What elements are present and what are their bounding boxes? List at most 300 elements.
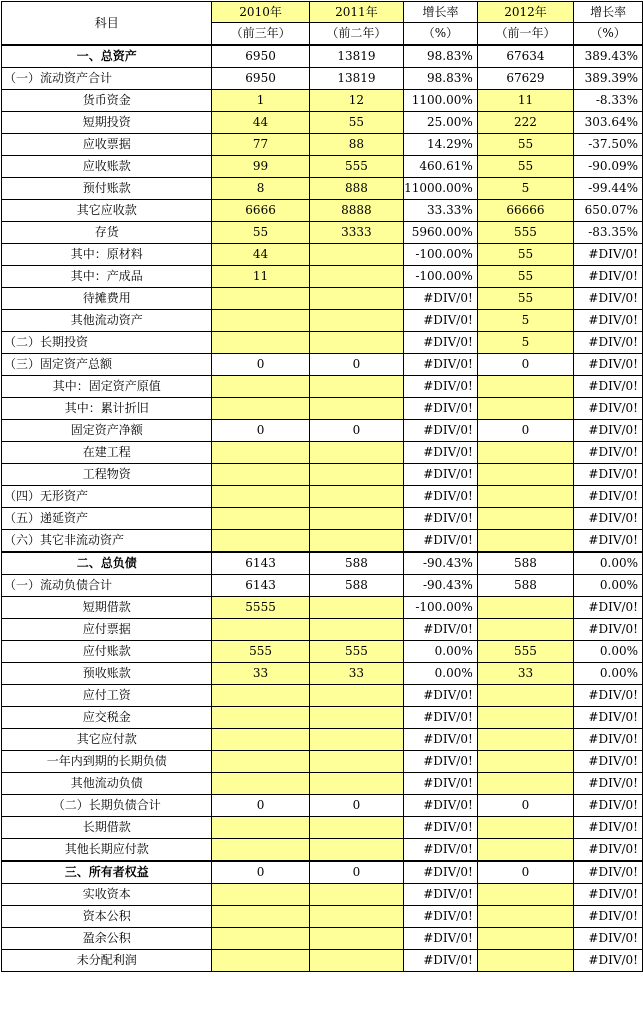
table-row (2, 354, 643, 376)
row-label: 其中：累计折旧 (2, 398, 212, 420)
value-2010 (212, 530, 309, 553)
growth-rate-1: 25.00% (404, 112, 478, 134)
value-2011 (309, 332, 403, 354)
growth-rate-2: #DIV/0! (574, 950, 643, 972)
value-2010 (212, 288, 309, 310)
growth-rate-1: -100.00% (404, 266, 478, 288)
row-label: 短期投资 (2, 112, 212, 134)
value-2012 (477, 906, 573, 928)
growth-rate-1: #DIV/0! (404, 464, 478, 486)
growth-rate-1: #DIV/0! (404, 332, 478, 354)
row-label: 一、总资产 (2, 45, 212, 68)
value-2012 (477, 950, 573, 972)
value-2011 (309, 244, 403, 266)
table-row (2, 45, 643, 68)
growth-rate-2: #DIV/0! (574, 729, 643, 751)
value-2010 (212, 839, 309, 862)
growth-rate-1: #DIV/0! (404, 884, 478, 906)
growth-rate-2: -37.50% (574, 134, 643, 156)
growth-rate-1: #DIV/0! (404, 839, 478, 862)
growth-rate-1: #DIV/0! (404, 707, 478, 729)
value-2012 (477, 508, 573, 530)
value-2012: 66666 (477, 200, 573, 222)
table-row (2, 552, 643, 575)
value-2010: 11 (212, 266, 309, 288)
value-2012: 67634 (477, 45, 573, 68)
growth-rate-1: #DIV/0! (404, 398, 478, 420)
table-row (2, 906, 643, 928)
value-2010 (212, 685, 309, 707)
value-2012: 5 (477, 178, 573, 200)
value-2010: 6950 (212, 68, 309, 90)
row-label: 存货 (2, 222, 212, 244)
value-2012 (477, 707, 573, 729)
growth-rate-2: 0.00% (574, 663, 643, 685)
table-row (2, 288, 643, 310)
value-2012: 588 (477, 552, 573, 575)
table-row (2, 200, 643, 222)
table-row (2, 178, 643, 200)
table-row (2, 68, 643, 90)
row-label: （三）固定资产总额 (2, 354, 212, 376)
table-row (2, 464, 643, 486)
growth-rate-1: #DIV/0! (404, 751, 478, 773)
row-label: 应付工资 (2, 685, 212, 707)
value-2011 (309, 707, 403, 729)
table-row (2, 112, 643, 134)
value-2012: 222 (477, 112, 573, 134)
value-2012 (477, 928, 573, 950)
value-2010 (212, 707, 309, 729)
value-2012 (477, 530, 573, 553)
row-label: 固定资产净额 (2, 420, 212, 442)
row-label: （二）长期负债合计 (2, 795, 212, 817)
table-row (2, 751, 643, 773)
value-2010 (212, 508, 309, 530)
growth-rate-2: -83.35% (574, 222, 643, 244)
value-2011 (309, 597, 403, 619)
value-2012: 0 (477, 861, 573, 884)
growth-rate-2: #DIV/0! (574, 508, 643, 530)
value-2012 (477, 464, 573, 486)
row-label: 短期借款 (2, 597, 212, 619)
table-row (2, 795, 643, 817)
value-2010 (212, 619, 309, 641)
value-2011 (309, 928, 403, 950)
value-2012 (477, 486, 573, 508)
value-2010 (212, 928, 309, 950)
row-label: 在建工程 (2, 442, 212, 464)
growth-rate-2: #DIV/0! (574, 817, 643, 839)
growth-rate-1: -100.00% (404, 597, 478, 619)
value-2010: 6666 (212, 200, 309, 222)
value-2011 (309, 729, 403, 751)
value-2011 (309, 619, 403, 641)
growth-rate-2: #DIV/0! (574, 376, 643, 398)
table-row (2, 817, 643, 839)
growth-rate-2: 0.00% (574, 552, 643, 575)
row-label: 应收账款 (2, 156, 212, 178)
growth-rate-2: #DIV/0! (574, 244, 643, 266)
value-2010: 77 (212, 134, 309, 156)
growth-rate-1: 0.00% (404, 641, 478, 663)
value-2011: 588 (309, 552, 403, 575)
row-label: 其它应收款 (2, 200, 212, 222)
growth-rate-1: #DIV/0! (404, 486, 478, 508)
growth-rate-1: #DIV/0! (404, 376, 478, 398)
row-label: 预付账款 (2, 178, 212, 200)
value-2010: 0 (212, 861, 309, 884)
value-2011 (309, 884, 403, 906)
growth-rate-1: -90.43% (404, 552, 478, 575)
growth-rate-1: #DIV/0! (404, 354, 478, 376)
growth-rate-2: #DIV/0! (574, 861, 643, 884)
value-2012: 33 (477, 663, 573, 685)
row-label: 其他流动负债 (2, 773, 212, 795)
value-2011 (309, 508, 403, 530)
value-2011 (309, 685, 403, 707)
value-2010 (212, 442, 309, 464)
value-2010 (212, 773, 309, 795)
row-label: 其中：固定资产原值 (2, 376, 212, 398)
growth-rate-2: #DIV/0! (574, 884, 643, 906)
value-2011: 12 (309, 90, 403, 112)
growth-rate-1: #DIV/0! (404, 288, 478, 310)
row-label: 应付票据 (2, 619, 212, 641)
value-2010: 0 (212, 354, 309, 376)
value-2011: 555 (309, 641, 403, 663)
growth-rate-1: #DIV/0! (404, 928, 478, 950)
value-2010 (212, 906, 309, 928)
value-2011: 0 (309, 420, 403, 442)
growth-rate-2: #DIV/0! (574, 530, 643, 553)
growth-rate-1: #DIV/0! (404, 530, 478, 553)
value-2011: 13819 (309, 68, 403, 90)
growth-rate-1: 460.61% (404, 156, 478, 178)
table-row (2, 508, 643, 530)
growth-rate-1: #DIV/0! (404, 795, 478, 817)
growth-rate-1: -100.00% (404, 244, 478, 266)
row-label: 应付账款 (2, 641, 212, 663)
growth-rate-1: 33.33% (404, 200, 478, 222)
value-2012: 5 (477, 332, 573, 354)
table-row (2, 950, 643, 972)
value-2010: 5555 (212, 597, 309, 619)
growth-rate-1: #DIV/0! (404, 950, 478, 972)
header-growth-2: 增长率 (574, 2, 643, 23)
growth-rate-2: 303.64% (574, 112, 643, 134)
growth-rate-2: #DIV/0! (574, 906, 643, 928)
table-row (2, 134, 643, 156)
row-label: （六）其它非流动资产 (2, 530, 212, 553)
table-row (2, 641, 643, 663)
row-label: 货币资金 (2, 90, 212, 112)
row-label: 其他长期应付款 (2, 839, 212, 862)
growth-rate-2: #DIV/0! (574, 420, 643, 442)
header-2012: 2012年 (477, 2, 573, 23)
value-2011 (309, 773, 403, 795)
row-label: 工程物资 (2, 464, 212, 486)
table-row (2, 663, 643, 685)
table-row (2, 376, 643, 398)
growth-rate-1: #DIV/0! (404, 773, 478, 795)
row-label: 资本公积 (2, 906, 212, 928)
growth-rate-1: 98.83% (404, 68, 478, 90)
value-2012: 588 (477, 575, 573, 597)
growth-rate-2: -99.44% (574, 178, 643, 200)
growth-rate-2: #DIV/0! (574, 288, 643, 310)
value-2012 (477, 773, 573, 795)
row-label: 长期借款 (2, 817, 212, 839)
row-label: 其它应付款 (2, 729, 212, 751)
growth-rate-2: #DIV/0! (574, 773, 643, 795)
value-2011 (309, 310, 403, 332)
value-2012 (477, 376, 573, 398)
table-row (2, 839, 643, 862)
header-subject: 科目 (2, 2, 212, 46)
value-2012: 55 (477, 288, 573, 310)
value-2010 (212, 950, 309, 972)
table-row (2, 156, 643, 178)
value-2011: 555 (309, 156, 403, 178)
table-row (2, 222, 643, 244)
value-2011: 0 (309, 795, 403, 817)
growth-rate-2: #DIV/0! (574, 707, 643, 729)
value-2012: 67629 (477, 68, 573, 90)
growth-rate-2: -90.09% (574, 156, 643, 178)
row-label: （四）无形资产 (2, 486, 212, 508)
table-row (2, 729, 643, 751)
growth-rate-1: 1100.00% (404, 90, 478, 112)
value-2010: 0 (212, 420, 309, 442)
table-row (2, 884, 643, 906)
growth-rate-2: #DIV/0! (574, 928, 643, 950)
growth-rate-1: #DIV/0! (404, 729, 478, 751)
growth-rate-1: 14.29% (404, 134, 478, 156)
growth-rate-1: #DIV/0! (404, 310, 478, 332)
value-2012: 5 (477, 310, 573, 332)
value-2012: 0 (477, 354, 573, 376)
table-row (2, 332, 643, 354)
value-2011 (309, 530, 403, 553)
value-2012 (477, 398, 573, 420)
table-row (2, 619, 643, 641)
growth-rate-1: #DIV/0! (404, 817, 478, 839)
row-label: 待摊费用 (2, 288, 212, 310)
value-2011 (309, 906, 403, 928)
value-2010 (212, 729, 309, 751)
value-2011 (309, 464, 403, 486)
growth-rate-1: #DIV/0! (404, 906, 478, 928)
header-growth-2-sub: （%） (574, 23, 643, 46)
header-2010-sub: （前三年） (212, 23, 309, 46)
value-2011 (309, 486, 403, 508)
value-2010 (212, 310, 309, 332)
value-2011 (309, 817, 403, 839)
table-row (2, 575, 643, 597)
value-2012 (477, 884, 573, 906)
growth-rate-2: 389.39% (574, 68, 643, 90)
header-growth-1-sub: （%） (404, 23, 478, 46)
value-2012 (477, 817, 573, 839)
value-2010: 44 (212, 244, 309, 266)
table-row (2, 597, 643, 619)
growth-rate-2: #DIV/0! (574, 839, 643, 862)
table-row (2, 398, 643, 420)
row-label: 二、总负债 (2, 552, 212, 575)
value-2011 (309, 288, 403, 310)
growth-rate-2: 389.43% (574, 45, 643, 68)
growth-rate-2: #DIV/0! (574, 486, 643, 508)
growth-rate-1: 11000.00% (404, 178, 478, 200)
growth-rate-2: 0.00% (574, 575, 643, 597)
growth-rate-1: #DIV/0! (404, 508, 478, 530)
header-growth-1: 增长率 (404, 2, 478, 23)
row-label: （一）流动负债合计 (2, 575, 212, 597)
growth-rate-2: 650.07% (574, 200, 643, 222)
row-label: 其中：产成品 (2, 266, 212, 288)
value-2011: 888 (309, 178, 403, 200)
value-2012 (477, 442, 573, 464)
growth-rate-2: #DIV/0! (574, 685, 643, 707)
header-2010: 2010年 (212, 2, 309, 23)
row-label: （五）递延资产 (2, 508, 212, 530)
value-2011: 13819 (309, 45, 403, 68)
growth-rate-2: #DIV/0! (574, 310, 643, 332)
value-2010 (212, 817, 309, 839)
value-2010: 6143 (212, 552, 309, 575)
growth-rate-2: -8.33% (574, 90, 643, 112)
table-row (2, 773, 643, 795)
table-row (2, 420, 643, 442)
value-2010 (212, 751, 309, 773)
table-row (2, 244, 643, 266)
value-2012 (477, 729, 573, 751)
value-2010: 6143 (212, 575, 309, 597)
value-2012 (477, 839, 573, 862)
growth-rate-2: #DIV/0! (574, 597, 643, 619)
growth-rate-1: 5960.00% (404, 222, 478, 244)
value-2012: 0 (477, 795, 573, 817)
value-2012: 55 (477, 244, 573, 266)
header-2012-sub: （前一年） (477, 23, 573, 46)
value-2010 (212, 486, 309, 508)
value-2011: 33 (309, 663, 403, 685)
value-2010 (212, 398, 309, 420)
value-2011 (309, 398, 403, 420)
table-row (2, 530, 643, 553)
growth-rate-2: #DIV/0! (574, 619, 643, 641)
value-2010: 33 (212, 663, 309, 685)
value-2011: 0 (309, 861, 403, 884)
value-2011: 588 (309, 575, 403, 597)
value-2012 (477, 597, 573, 619)
table-row (2, 310, 643, 332)
value-2012: 555 (477, 222, 573, 244)
table-row (2, 266, 643, 288)
growth-rate-2: #DIV/0! (574, 795, 643, 817)
row-label: 三、所有者权益 (2, 861, 212, 884)
row-label: 预收账款 (2, 663, 212, 685)
value-2012: 55 (477, 266, 573, 288)
row-label: 一年内到期的长期负债 (2, 751, 212, 773)
value-2011: 0 (309, 354, 403, 376)
growth-rate-2: #DIV/0! (574, 266, 643, 288)
value-2010 (212, 376, 309, 398)
value-2010: 44 (212, 112, 309, 134)
growth-rate-2: #DIV/0! (574, 442, 643, 464)
growth-rate-1: 98.83% (404, 45, 478, 68)
value-2011 (309, 839, 403, 862)
value-2011 (309, 376, 403, 398)
row-label: （二）长期投资 (2, 332, 212, 354)
value-2012: 11 (477, 90, 573, 112)
growth-rate-1: #DIV/0! (404, 861, 478, 884)
value-2012 (477, 619, 573, 641)
growth-rate-1: -90.43% (404, 575, 478, 597)
value-2010: 1 (212, 90, 309, 112)
header-2011: 2011年 (309, 2, 403, 23)
value-2011 (309, 950, 403, 972)
value-2011 (309, 751, 403, 773)
row-label: 实收资本 (2, 884, 212, 906)
value-2012 (477, 685, 573, 707)
value-2011: 8888 (309, 200, 403, 222)
value-2011: 3333 (309, 222, 403, 244)
value-2012: 55 (477, 134, 573, 156)
header-2011-sub: （前二年） (309, 23, 403, 46)
value-2010: 99 (212, 156, 309, 178)
growth-rate-2: #DIV/0! (574, 464, 643, 486)
value-2010: 55 (212, 222, 309, 244)
growth-rate-2: #DIV/0! (574, 398, 643, 420)
value-2010 (212, 464, 309, 486)
value-2010 (212, 884, 309, 906)
growth-rate-1: #DIV/0! (404, 442, 478, 464)
growth-rate-2: #DIV/0! (574, 332, 643, 354)
value-2011: 55 (309, 112, 403, 134)
value-2010: 8 (212, 178, 309, 200)
row-label: 未分配利润 (2, 950, 212, 972)
row-label: 其中：原材料 (2, 244, 212, 266)
row-label: （一）流动资产合计 (2, 68, 212, 90)
value-2010 (212, 332, 309, 354)
balance-sheet-table (1, 1, 643, 972)
growth-rate-2: 0.00% (574, 641, 643, 663)
growth-rate-1: #DIV/0! (404, 420, 478, 442)
row-label: 其他流动资产 (2, 310, 212, 332)
value-2011 (309, 266, 403, 288)
row-label: 应交税金 (2, 707, 212, 729)
table-row (2, 90, 643, 112)
growth-rate-1: 0.00% (404, 663, 478, 685)
value-2010: 555 (212, 641, 309, 663)
growth-rate-1: #DIV/0! (404, 685, 478, 707)
value-2010: 6950 (212, 45, 309, 68)
growth-rate-2: #DIV/0! (574, 354, 643, 376)
table-row (2, 707, 643, 729)
value-2011 (309, 442, 403, 464)
value-2011: 88 (309, 134, 403, 156)
table-row (2, 685, 643, 707)
table-row (2, 928, 643, 950)
row-label: 盈余公积 (2, 928, 212, 950)
table-row (2, 861, 643, 884)
table-row (2, 442, 643, 464)
growth-rate-1: #DIV/0! (404, 619, 478, 641)
table-row (2, 486, 643, 508)
value-2012: 555 (477, 641, 573, 663)
